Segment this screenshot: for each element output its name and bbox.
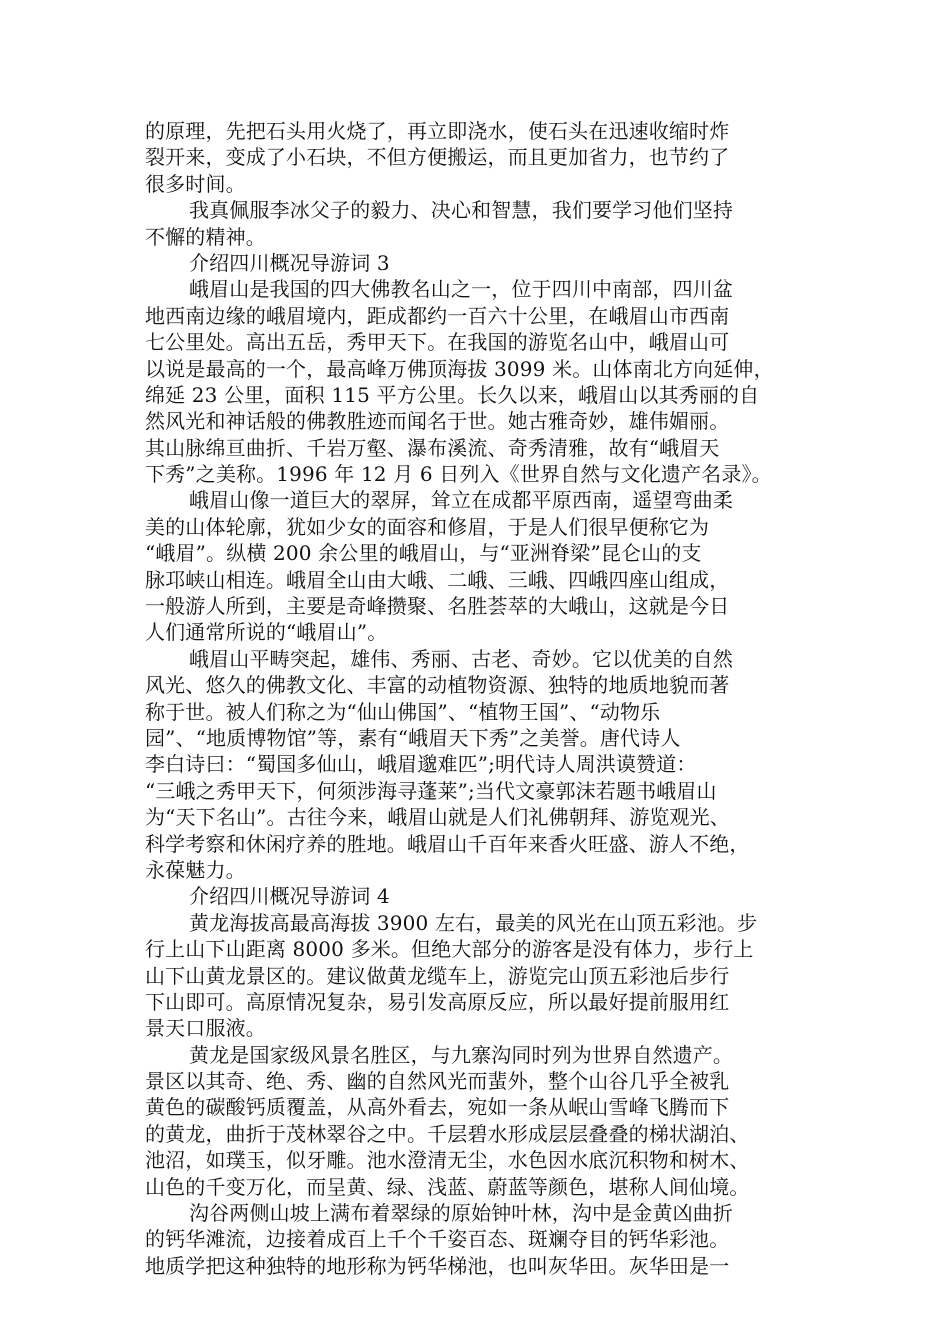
text-line: 七公里处。高出五岳，秀甲天下。在我国的游览名山中，峨眉山可 <box>145 330 730 355</box>
text-line: 很多时间。 <box>145 171 246 196</box>
text-line: 我真佩服李冰父子的毅力、决心和智慧，我们要学习他们坚持 <box>189 198 734 223</box>
text-line: 美的山体轮廓，犹如少女的面容和修眉，于是人们很早便称它为 <box>145 514 710 539</box>
text-line: 池沼，如璞玉，似牙雕。池水澄清无尘，水色因水底沉积物和树木、 <box>145 1148 750 1173</box>
text-line: 一般游人所到，主要是奇峰攒聚、名胜荟萃的大峨山，这就是今日 <box>145 594 730 619</box>
text-line: 人们通常所说的“峨眉山”。 <box>145 620 388 645</box>
text-line: 的原理，先把石头用火烧了，再立即浇水，使石头在迅速收缩时炸 <box>145 119 730 143</box>
text-line: 李白诗曰：“蜀国多仙山，峨眉邈难匹”;明代诗人周洪谟赞道： <box>145 752 697 777</box>
text-line: 景天口服液。 <box>145 1016 266 1041</box>
text-line: 行上山下山距离 8000 多米。但绝大部分的游客是没有体力，步行上 <box>145 937 754 962</box>
text-line: 园”、“地质博物馆”等，素有“峨眉天下秀”之美誉。唐代诗人 <box>145 725 681 750</box>
text-line: 峨眉山是我国的四大佛教名山之一，位于四川中南部，四川盆 <box>189 277 734 302</box>
document-page <box>145 118 825 1328</box>
text-line: 风光、悠久的佛教文化、丰富的动植物资源、独特的地质地貌而著 <box>145 673 730 698</box>
text-line: 的黄龙，曲折于茂林翠谷之中。千层碧水形成层层叠叠的梯状湖泊、 <box>145 1121 750 1146</box>
text-line: 称于世。被人们称之为“仙山佛国”、“植物王国”、“动物乐 <box>145 699 661 724</box>
text-line: 然风光和神话般的佛教胜迹而闻名于世。她古雅奇妙，雄伟媚丽。 <box>145 409 730 434</box>
text-line: 不懈的精神。 <box>145 224 266 249</box>
text-line: 介绍四川概况导游词 3 <box>189 250 390 275</box>
text-line: 永葆魅力。 <box>145 857 246 882</box>
text-line: 峨眉山平畴突起，雄伟、秀丽、古老、奇妙。它以优美的自然 <box>189 646 734 671</box>
text-line: 沟谷两侧山坡上满布着翠绿的原始钟叶林，沟中是金黄凶曲折 <box>189 1201 734 1226</box>
text-line: 为“天下名山”。古往今来，峨眉山就是人们礼佛朝拜、游览观光、 <box>145 805 730 830</box>
text-line: 脉邛峡山相连。峨眉全山由大峨、二峨、三峨、四峨四座山组成， <box>145 567 730 592</box>
text-line: 绵延 23 公里，面积 115 平方公里。长久以来，峨眉山以其秀丽的自 <box>145 382 760 407</box>
text-line: 地质学把这种独特的地形称为钙华梯池，也叫灰华田。灰华田是一 <box>145 1253 730 1278</box>
text-line: 其山脉绵亘曲折、千岩万壑、瀑布溪流、奇秀清雅，故有“峨眉天 <box>145 435 720 460</box>
text-line: “三峨之秀甲天下，何须涉海寻蓬莱”;当代文豪郭沫若题书峨眉山 <box>145 778 717 803</box>
text-line: 下秀”之美称。1996 年 12 月 6 日列入《世界自然与文化遗产名录》。 <box>145 462 772 487</box>
text-line: 裂开来，变成了小石块，不但方便搬运，而且更加省力，也节约了 <box>145 145 730 170</box>
text-line: 地西南边缘的峨眉境内，距成都约一百六十公里，在峨眉山市西南 <box>145 303 730 328</box>
text-line: 以说是最高的一个，最高峰万佛顶海拔 3099 米。山体南北方向延伸， <box>145 356 774 381</box>
text-line: 黄龙是国家级风景名胜区，与九寨沟同时列为世界自然遗产。 <box>189 1042 734 1067</box>
text-line: 山色的千变万化，而呈黄、绿、浅蓝、蔚蓝等颜色，堪称人间仙境。 <box>145 1174 750 1199</box>
text-line: 下山即可。高原情况复杂，易引发高原反应，所以最好提前服用红 <box>145 989 730 1014</box>
text-line: 的钙华滩流，边接着成百上千个千姿百态、斑斓夺目的钙华彩池。 <box>145 1227 730 1252</box>
text-line: 黄色的碳酸钙质覆盖，从高外看去，宛如一条从岷山雪峰飞腾而下 <box>145 1095 730 1120</box>
text-line: 黄龙海拔高最高海拔 3900 左右，最美的风光在山顶五彩池。步 <box>189 910 758 935</box>
text-line: 峨眉山像一道巨大的翠屏，耸立在成都平原西南，遥望弯曲柔 <box>189 488 734 513</box>
text-line: 山下山黄龙景区的。建议做黄龙缆车上，游览完山顶五彩池后步行 <box>145 963 730 988</box>
text-line: 科学考察和休闲疗养的胜地。峨眉山千百年来香火旺盛、游人不绝， <box>145 831 750 856</box>
text-line: 介绍四川概况导游词 4 <box>189 884 390 909</box>
text-line: “峨眉”。纵横 200 余公里的峨眉山，与“亚洲脊梁”昆仑山的支 <box>145 541 702 566</box>
text-line: 景区以其奇、绝、秀、幽的自然风光而蜚外，整个山谷几乎全被乳 <box>145 1069 730 1094</box>
